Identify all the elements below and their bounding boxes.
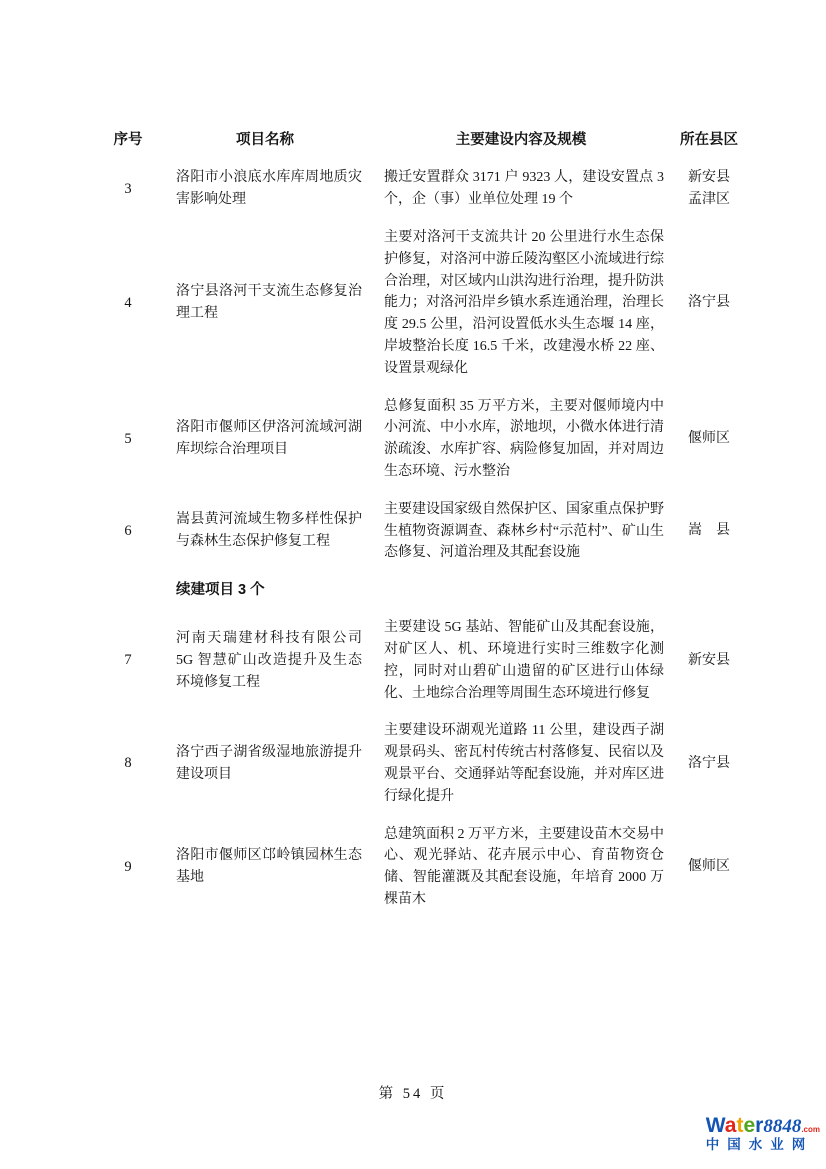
section-title: 续建项目 3 个 bbox=[176, 582, 265, 599]
row-seq: 6 bbox=[124, 522, 132, 539]
project-name: 洛宁西子湖省级湿地旅游提升建设项目 bbox=[176, 744, 362, 782]
project-county bbox=[668, 428, 750, 450]
county-line: 偃师区 bbox=[688, 431, 730, 447]
row-seq: 9 bbox=[124, 858, 132, 875]
project-name: 洛宁县洛河干支流生态修复治理工程 bbox=[176, 284, 362, 322]
county-line: 新安县 bbox=[688, 170, 730, 185]
county-line: 孟津区 bbox=[688, 192, 730, 207]
logo-letter: W bbox=[705, 1114, 725, 1137]
table-row bbox=[100, 720, 750, 807]
logo-number: 8848 bbox=[763, 1116, 802, 1137]
table-row bbox=[100, 824, 750, 911]
project-content: 主要对洛河干支流共计 20 公里进行水生态保护修复，对洛河中游丘陵沟壑区小流域进行综合治理，对区域内山洪沟进行治理，提升防洪能力；对洛河沿岸乡镇水系连通治理，治理长度 29.5 公里，沿河设置低水头生态堰 14 座，岸坡整治长度 16.5 千米，改建漫水桥 22 座、设置景观绿化 bbox=[384, 230, 664, 376]
project-name: 嵩县黄河流域生物多样性保护与森林生态保护修复工程 bbox=[176, 512, 362, 550]
project-county bbox=[668, 292, 750, 314]
county-line: 洛宁县 bbox=[688, 755, 730, 771]
county-line: 洛宁县 bbox=[688, 295, 730, 311]
county-line: 新安县 bbox=[688, 652, 730, 668]
logo-wordmark bbox=[706, 1115, 820, 1136]
logo-tagline: 中国水业网 bbox=[705, 1137, 814, 1152]
row-seq: 4 bbox=[124, 294, 132, 311]
logo-letters bbox=[706, 1114, 764, 1137]
projects-table bbox=[100, 131, 750, 927]
col-header-seq: 序号 bbox=[113, 132, 143, 148]
logo-letter: r bbox=[755, 1114, 764, 1137]
project-name: 洛阳市偃师区邙岭镇园林生态基地 bbox=[176, 848, 362, 886]
row-seq: 8 bbox=[124, 755, 132, 772]
logo-tld: .com bbox=[801, 1125, 820, 1134]
project-content: 搬迁安置群众 3171 户 9323 人，建设安置点 3 个，企（事）业单位处理 19 个 bbox=[384, 170, 664, 207]
project-name: 河南天瑞建材科技有限公司 5G 智慧矿山改造提升及生态环境修复工程 bbox=[176, 630, 362, 690]
project-content: 总建筑面积 2 万平方米，主要建设苗木交易中心、观光驿站、花卉展示中心、育苗物资仓储、智能灌溉及其配套设施，年培育 2000 万棵苗木 bbox=[384, 826, 664, 907]
table-row bbox=[100, 167, 750, 211]
project-county bbox=[668, 650, 750, 672]
table-row bbox=[100, 499, 750, 564]
table-header-row bbox=[100, 131, 750, 149]
project-content: 主要建设国家级自然保护区、国家重点保护野生植物资源调查、森林乡村“示范村”、矿山生态修复、河道治理及其配套设施 bbox=[384, 501, 664, 561]
row-seq: 5 bbox=[124, 430, 132, 447]
logo-letter: e bbox=[743, 1114, 756, 1137]
col-header-county: 所在县区 bbox=[680, 132, 738, 148]
project-content: 主要建设 5G 基站、智能矿山及其配套设施，对矿区人、机、环境进行实时三维数字化测控，同时对山碧矿山遗留的矿区进行山体绿化、土地综合治理等周围生态环境进行修复 bbox=[384, 620, 664, 701]
water8848-logo[interactable] bbox=[706, 1115, 820, 1152]
row-seq: 3 bbox=[124, 180, 132, 197]
project-content: 总修复面积 35 万平方米，主要对偃师境内中小河流、中小水库，淤地坝，小微水体进行清淤疏浚、水库扩容、病险修复加固，并对周边生态环境、污水整治 bbox=[384, 398, 664, 479]
county-line: 嵩 县 bbox=[688, 523, 730, 539]
logo-letter: t bbox=[736, 1114, 744, 1137]
section-header-row bbox=[100, 580, 750, 600]
col-header-name: 项目名称 bbox=[236, 132, 294, 148]
page-number: 第 54 页 bbox=[378, 1086, 448, 1102]
project-name: 洛阳市小浪底水库库周地质灾害影响处理 bbox=[176, 170, 362, 207]
table-row bbox=[100, 227, 750, 380]
table-row bbox=[100, 396, 750, 483]
project-county bbox=[668, 167, 750, 211]
project-county bbox=[668, 856, 750, 878]
table-row bbox=[100, 617, 750, 704]
row-seq: 7 bbox=[124, 652, 132, 669]
project-content: 主要建设环湖观光道路 11 公里，建设西子湖观景码头、密瓦村传统古村落修复、民宿以及观景平台、交通驿站等配套设施，并对库区进行绿化提升 bbox=[384, 723, 664, 804]
project-name: 洛阳市偃师区伊洛河流域河湖库坝综合治理项目 bbox=[176, 420, 362, 458]
logo-letter: a bbox=[724, 1114, 737, 1137]
table-body bbox=[100, 167, 750, 911]
project-county bbox=[668, 753, 750, 775]
col-header-content: 主要建设内容及规模 bbox=[455, 132, 587, 148]
project-county bbox=[668, 520, 750, 542]
county-line: 偃师区 bbox=[688, 859, 730, 875]
